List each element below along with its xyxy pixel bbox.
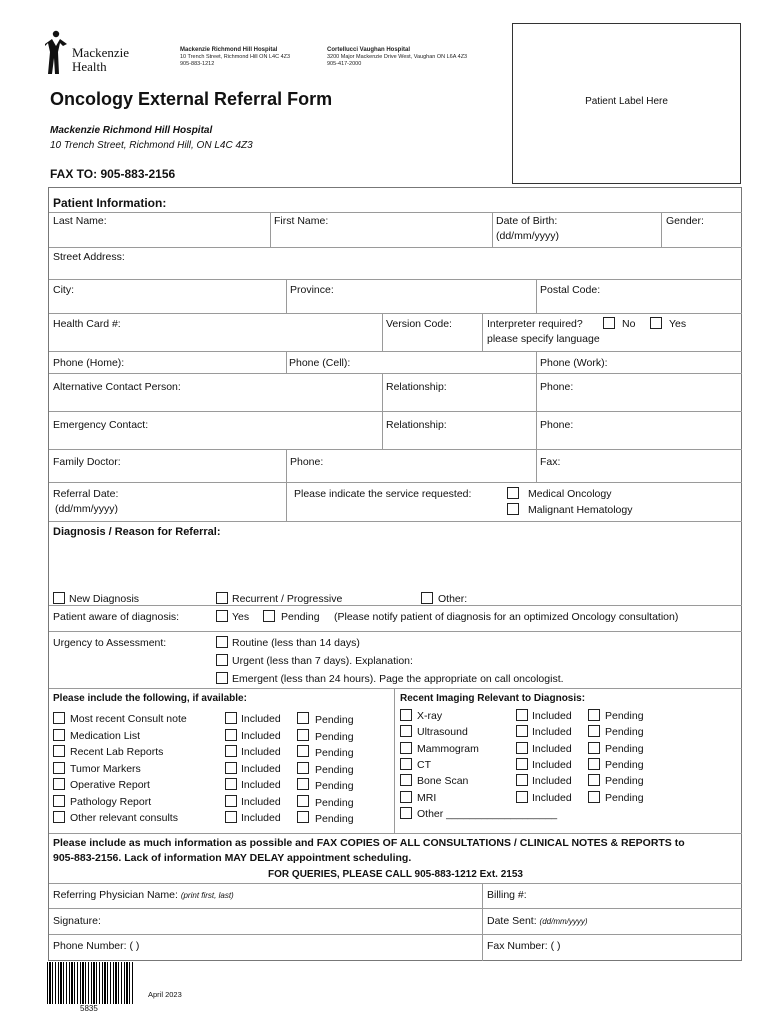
interpreter-no-checkbox[interactable] xyxy=(603,317,615,329)
include-item-label: Medication List xyxy=(70,729,141,742)
imaging-item-checkbox[interactable] xyxy=(400,725,412,737)
interpreter-yes-label: Yes xyxy=(669,318,687,330)
include-item-pending-checkbox[interactable] xyxy=(297,762,309,774)
hospital-name: Mackenzie Richmond Hill Hospital xyxy=(50,125,213,136)
imaging-item-pending-label: Pending xyxy=(605,758,644,771)
imaging-item-included-checkbox[interactable] xyxy=(516,758,528,770)
imaging-item-pending-checkbox[interactable] xyxy=(588,742,600,754)
recurrent-label: Recurrent / Progressive xyxy=(232,593,343,605)
postal-code-field[interactable]: Postal Code: xyxy=(540,284,601,296)
include-item-checkbox[interactable] xyxy=(53,745,65,757)
recurrent-checkbox[interactable] xyxy=(216,592,228,604)
include-item-label: Recent Lab Reports xyxy=(70,746,164,758)
imaging-item-label: MRI xyxy=(417,791,437,804)
family-doctor-field[interactable]: Family Doctor: xyxy=(53,456,121,468)
queries-line: FOR QUERIES, PLEASE CALL 905-883-1212 Ext. 2153 xyxy=(268,869,523,880)
interpreter-yes-checkbox[interactable] xyxy=(650,317,662,329)
dob-format: (dd/mm/yyyy) xyxy=(496,230,559,242)
imaging-item-label: CT xyxy=(417,758,431,771)
hospital-contact-richmond: Mackenzie Richmond Hill Hospital 10 Trench Street, Richmond Hill ON L4C 4Z3 905-883-1212 xyxy=(180,47,291,67)
new-diagnosis-checkbox[interactable] xyxy=(53,592,65,604)
aware-yes-label: Yes xyxy=(232,611,250,623)
include-item-label: Other relevant consults xyxy=(70,812,178,824)
phone-cell-field[interactable]: Phone (Cell): xyxy=(289,357,351,369)
last-name-field[interactable]: Last Name: xyxy=(53,215,107,227)
imaging-item-pending-label: Pending xyxy=(605,726,644,739)
urgency-label: Urgency to Assessment: xyxy=(53,637,167,649)
include-item-label: Most recent Consult note xyxy=(70,713,187,725)
include-item-included-checkbox[interactable] xyxy=(225,729,237,741)
alt-relationship-field[interactable]: Relationship: xyxy=(386,381,447,393)
physician-name-field[interactable] xyxy=(53,889,234,902)
imaging-item-label: Ultrasound xyxy=(417,726,468,739)
emergent-checkbox[interactable] xyxy=(216,672,228,684)
date-sent-hint: (dd/mm/yyyy) xyxy=(539,917,588,926)
doctor-phone-field[interactable]: Phone: xyxy=(290,456,324,468)
physician-name-label: Referring Physician Name: xyxy=(53,889,178,901)
imaging-item-included-label: Included xyxy=(532,775,572,788)
medical-oncology-checkbox[interactable] xyxy=(507,487,519,499)
include-item-included-label: Included xyxy=(241,729,281,742)
include-item-pending-checkbox[interactable] xyxy=(297,729,309,741)
dob-field[interactable]: Date of Birth: xyxy=(496,215,558,227)
imaging-item-included-label: Included xyxy=(532,742,572,755)
imaging-item-checkbox[interactable] xyxy=(400,758,412,770)
aware-notify-note: (Please notify patient of diagnosis for an optimized Oncology consultation) xyxy=(334,611,679,623)
patient-info-heading: Patient Information: xyxy=(53,196,167,210)
gender-field[interactable]: Gender: xyxy=(666,215,704,227)
imaging-item-included-checkbox[interactable] xyxy=(516,725,528,737)
include-item-pending-checkbox[interactable] xyxy=(297,778,309,790)
aware-pending-checkbox[interactable] xyxy=(263,610,275,622)
imaging-item-pending-label: Pending xyxy=(605,742,644,755)
interpreter-label: Interpreter required? xyxy=(487,318,583,330)
referral-date-format: (dd/mm/yyyy) xyxy=(55,503,118,515)
billing-field[interactable]: Billing #: xyxy=(487,889,527,901)
imaging-item-label: X-ray xyxy=(417,710,443,722)
include-item-pending-label: Pending xyxy=(315,813,354,825)
version-code-field[interactable]: Version Code: xyxy=(386,318,452,330)
aware-yes-checkbox[interactable] xyxy=(216,610,228,622)
include-item-pending-checkbox[interactable] xyxy=(297,795,309,807)
notice-line-2: 905-883-2156. Lack of information MAY DELAY appointment scheduling. xyxy=(53,852,412,864)
include-item-label: Pathology Report xyxy=(70,795,152,808)
include-item-label: Operative Report xyxy=(70,779,150,791)
interpreter-no-label: No xyxy=(622,318,636,330)
imaging-item-included-label: Included xyxy=(532,758,572,771)
include-item-label: Tumor Markers xyxy=(70,762,141,775)
street-address-field[interactable]: Street Address: xyxy=(53,251,125,263)
include-item-included-label: Included xyxy=(241,812,281,824)
urgent-checkbox[interactable] xyxy=(216,654,228,666)
imaging-item-pending-label: Pending xyxy=(605,791,644,804)
include-item-checkbox[interactable] xyxy=(53,762,65,774)
patient-label-box[interactable] xyxy=(512,23,741,184)
imaging-item-pending-label: Pending xyxy=(605,775,644,788)
patient-label-text: Patient Label Here xyxy=(585,96,668,107)
imaging-item-label: Mammogram xyxy=(417,742,479,755)
emergency-relationship-field[interactable]: Relationship: xyxy=(386,419,447,431)
aware-pending-label: Pending xyxy=(281,611,320,623)
other-diagnosis-checkbox[interactable] xyxy=(421,592,433,604)
include-item-pending-checkbox[interactable] xyxy=(297,811,309,823)
include-item-pending-checkbox[interactable] xyxy=(297,745,309,757)
imaging-item-pending-checkbox[interactable] xyxy=(588,774,600,786)
new-diagnosis-label: New Diagnosis xyxy=(69,593,140,605)
urgent-label: Urgent (less than 7 days). Explanation: xyxy=(232,655,413,667)
imaging-item-pending-checkbox[interactable] xyxy=(588,725,600,737)
include-item-included-label: Included xyxy=(241,795,281,808)
include-item-included-label: Included xyxy=(241,762,281,775)
phone-home-field[interactable]: Phone (Home): xyxy=(53,357,125,369)
routine-label: Routine (less than 14 days) xyxy=(232,637,360,649)
include-item-included-label: Included xyxy=(241,746,281,758)
imaging-item-checkbox[interactable] xyxy=(400,791,412,803)
patient-aware-label: Patient aware of diagnosis: xyxy=(53,611,180,623)
imaging-item-pending-label: Pending xyxy=(605,710,644,722)
date-sent-field[interactable] xyxy=(487,915,588,928)
imaging-item-checkbox[interactable] xyxy=(400,709,412,721)
routine-checkbox[interactable] xyxy=(216,636,228,648)
include-item-included-checkbox[interactable] xyxy=(225,811,237,823)
form-title: Oncology External Referral Form xyxy=(50,89,333,109)
malignant-hematology-label: Malignant Hematology xyxy=(528,504,633,516)
language-field[interactable]: please specify language xyxy=(487,333,600,345)
include-item-included-label: Included xyxy=(241,779,281,791)
physician-name-hint: (print first, last) xyxy=(180,891,234,900)
city-field[interactable]: City: xyxy=(53,284,74,296)
barcode xyxy=(47,962,135,1004)
include-item-included-checkbox[interactable] xyxy=(225,778,237,790)
imaging-other-checkbox[interactable] xyxy=(400,807,412,819)
imaging-item-included-checkbox[interactable] xyxy=(516,791,528,803)
imaging-item-pending-checkbox[interactable] xyxy=(588,758,600,770)
include-item-included-checkbox[interactable] xyxy=(225,712,237,724)
include-item-included-checkbox[interactable] xyxy=(225,745,237,757)
health-card-field[interactable]: Health Card #: xyxy=(53,318,121,330)
first-name-field[interactable]: First Name: xyxy=(274,215,329,227)
other-diagnosis-label: Other: xyxy=(438,593,468,605)
alt-phone-field[interactable]: Phone: xyxy=(540,381,574,393)
hospital-contact-vaughan: Cortellucci Vaughan Hospital 3200 Major Mackenzie Drive West, Vaughan ON L6A 4Z3 905-417-2000 xyxy=(327,47,468,67)
include-item-checkbox[interactable] xyxy=(53,729,65,741)
logo-wordmark: Mackenzie Health xyxy=(72,45,130,74)
include-item-checkbox[interactable] xyxy=(53,778,65,790)
imaging-item-pending-checkbox[interactable] xyxy=(588,791,600,803)
phone-number-field[interactable]: Phone Number: ( ) xyxy=(53,940,140,952)
imaging-other-field[interactable]: Other ___________________ xyxy=(417,808,558,820)
include-item-included-label: Included xyxy=(241,713,281,725)
include-item-pending-label: Pending xyxy=(315,796,354,809)
emergent-label: Emergent (less than 24 hours). Page the appropriate on call oncologist. xyxy=(232,673,564,685)
medical-oncology-label: Medical Oncology xyxy=(528,488,612,500)
service-label: Please indicate the service requested: xyxy=(294,488,472,500)
imaging-item-included-checkbox[interactable] xyxy=(516,709,528,721)
include-item-pending-label: Pending xyxy=(315,747,354,759)
signature-field[interactable]: Signature: xyxy=(53,915,101,927)
include-heading: Please include the following, if available: xyxy=(53,693,247,704)
imaging-item-pending-checkbox[interactable] xyxy=(588,709,600,721)
imaging-item-checkbox[interactable] xyxy=(400,774,412,786)
fax-to: FAX TO: 905-883-2156 xyxy=(50,167,176,181)
imaging-item-included-checkbox[interactable] xyxy=(516,774,528,786)
referral-form xyxy=(48,187,742,961)
include-item-checkbox[interactable] xyxy=(53,795,65,807)
include-item-included-checkbox[interactable] xyxy=(225,762,237,774)
malignant-hematology-checkbox[interactable] xyxy=(507,503,519,515)
form-date: April 2023 xyxy=(148,990,182,999)
doctor-fax-field[interactable]: Fax: xyxy=(540,456,561,468)
include-item-pending-label: Pending xyxy=(315,763,354,776)
phone-work-field[interactable]: Phone (Work): xyxy=(540,357,608,369)
barcode-number: 5835 xyxy=(80,1004,98,1013)
hospital-address: 10 Trench Street, Richmond Hill, ON L4C 4Z3 xyxy=(50,140,253,151)
referral-date-field[interactable]: Referral Date: xyxy=(53,488,119,500)
imaging-item-checkbox[interactable] xyxy=(400,742,412,754)
include-item-pending-label: Pending xyxy=(315,714,354,726)
notice-line-1: Please include as much information as possible and FAX COPIES OF ALL CONSULTATIONS / CLINICAL NOTES & REPORTS to xyxy=(53,837,685,849)
include-item-checkbox[interactable] xyxy=(53,811,65,823)
mackenzie-logo-icon xyxy=(42,30,68,76)
diagnosis-heading: Diagnosis / Reason for Referral: xyxy=(53,526,221,538)
emergency-phone-field[interactable]: Phone: xyxy=(540,419,574,431)
fax-number-field[interactable]: Fax Number: ( ) xyxy=(487,940,561,952)
imaging-item-label: Bone Scan xyxy=(417,775,469,788)
imaging-item-included-label: Included xyxy=(532,710,572,722)
date-sent-label: Date Sent: xyxy=(487,915,537,927)
include-item-included-checkbox[interactable] xyxy=(225,795,237,807)
imaging-item-included-label: Included xyxy=(532,791,572,804)
province-field[interactable]: Province: xyxy=(290,284,334,296)
alt-contact-field[interactable]: Alternative Contact Person: xyxy=(53,381,181,393)
imaging-item-included-checkbox[interactable] xyxy=(516,742,528,754)
include-item-pending-label: Pending xyxy=(315,730,354,743)
imaging-heading: Recent Imaging Relevant to Diagnosis: xyxy=(400,693,586,704)
imaging-item-included-label: Included xyxy=(532,726,572,739)
include-item-checkbox[interactable] xyxy=(53,712,65,724)
emergency-contact-field[interactable]: Emergency Contact: xyxy=(53,419,149,431)
include-item-pending-checkbox[interactable] xyxy=(297,712,309,724)
include-item-pending-label: Pending xyxy=(315,780,354,792)
